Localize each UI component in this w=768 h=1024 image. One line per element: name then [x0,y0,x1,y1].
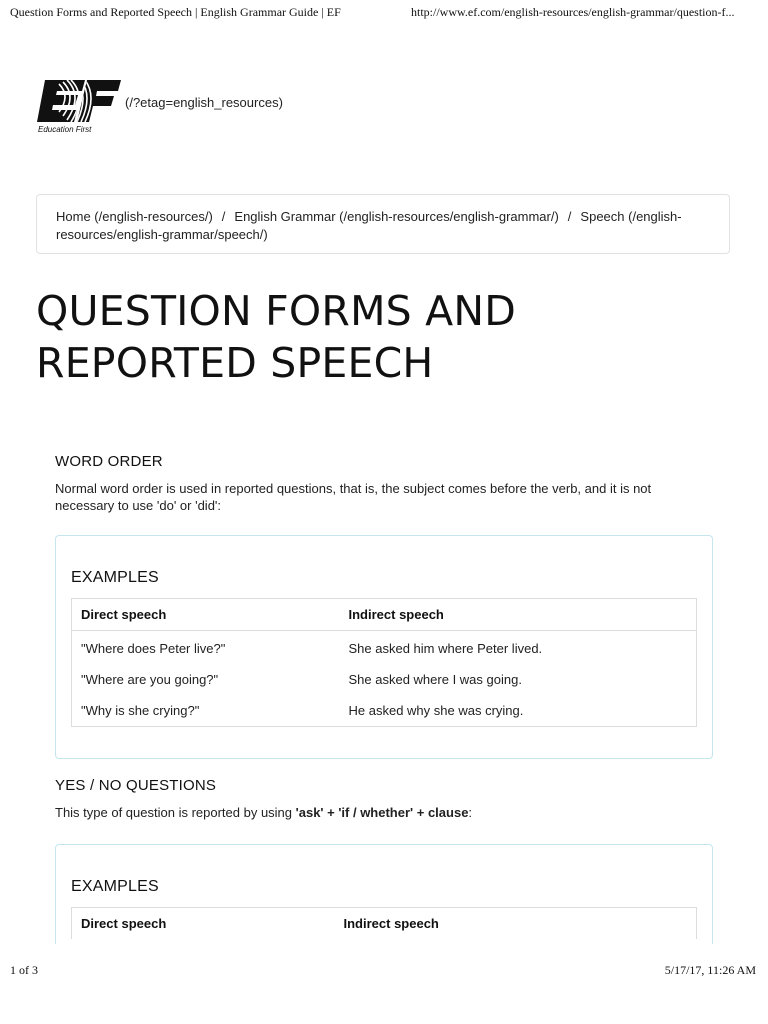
examples-title: EXAMPLES [71,878,159,895]
indirect-speech-cell: He asked why she was crying. [348,703,524,718]
examples-box-word-order [55,535,713,759]
breadcrumb-separator: / [221,209,226,224]
examples-title: EXAMPLES [71,569,159,586]
direct-speech-cell: "Where does Peter live?" [81,641,226,656]
column-header-indirect-speech: Indirect speech [343,916,439,931]
page-title: QUESTION FORMS AND REPORTED SPEECH [36,287,516,387]
table-row [72,695,697,727]
table-row [72,631,697,665]
print-header-title: Question Forms and Reported Speech | English Grammar Guide | EF [10,5,341,19]
column-header-indirect-speech: Indirect speech [340,599,697,631]
column-header-direct-speech: Direct speech [81,916,167,931]
print-header-url: http://www.ef.com/english-resources/english-grammar/question-f... [411,5,735,19]
examples-table-word-order [71,598,697,727]
bold-formula: 'ask' + 'if / whether' + clause [295,805,469,820]
breadcrumb-home-link[interactable]: Home (/english-resources/) [56,209,213,224]
breadcrumb-english-grammar-link[interactable]: English Grammar (/english-resources/english-grammar/) [234,209,559,224]
section-text-yes-no-questions: This type of question is reported by using 'ask' + 'if / whether' + clause: [55,805,473,820]
examples-box-yes-no [55,844,713,944]
ef-logo[interactable] [37,78,123,136]
ef-logo-icon [37,78,123,136]
breadcrumb-separator: / [567,209,572,224]
breadcrumb-speech-link[interactable]: Speech (/english-resources/english-grammar/speech/) [56,209,682,242]
section-heading-word-order: WORD ORDER [55,453,163,470]
examples-table-yes-no [71,907,697,939]
direct-speech-cell: "Why is she crying?" [81,703,200,718]
breadcrumb [36,194,730,254]
column-header-direct-speech: Direct speech [72,599,340,631]
svg-text:Education First: Education First [38,125,92,134]
print-footer-page: 1 of 3 [10,963,38,977]
indirect-speech-cell: She asked where I was going. [348,672,522,687]
section-heading-yes-no-questions: YES / NO QUESTIONS [55,777,217,794]
section-text-word-order: Normal word order is used in reported questions, that is, the subject comes before the verb, and it is not necessary to use 'do' or 'did': [55,481,652,513]
table-row [72,664,697,695]
print-header [0,0,768,22]
print-footer [0,963,768,983]
direct-speech-cell: "Where are you going?" [81,672,219,687]
print-footer-date: 5/17/17, 11:26 AM [664,963,756,977]
home-logo-link[interactable]: (/?etag=english_resources) [125,95,283,110]
indirect-speech-cell: She asked him where Peter lived. [348,641,543,656]
